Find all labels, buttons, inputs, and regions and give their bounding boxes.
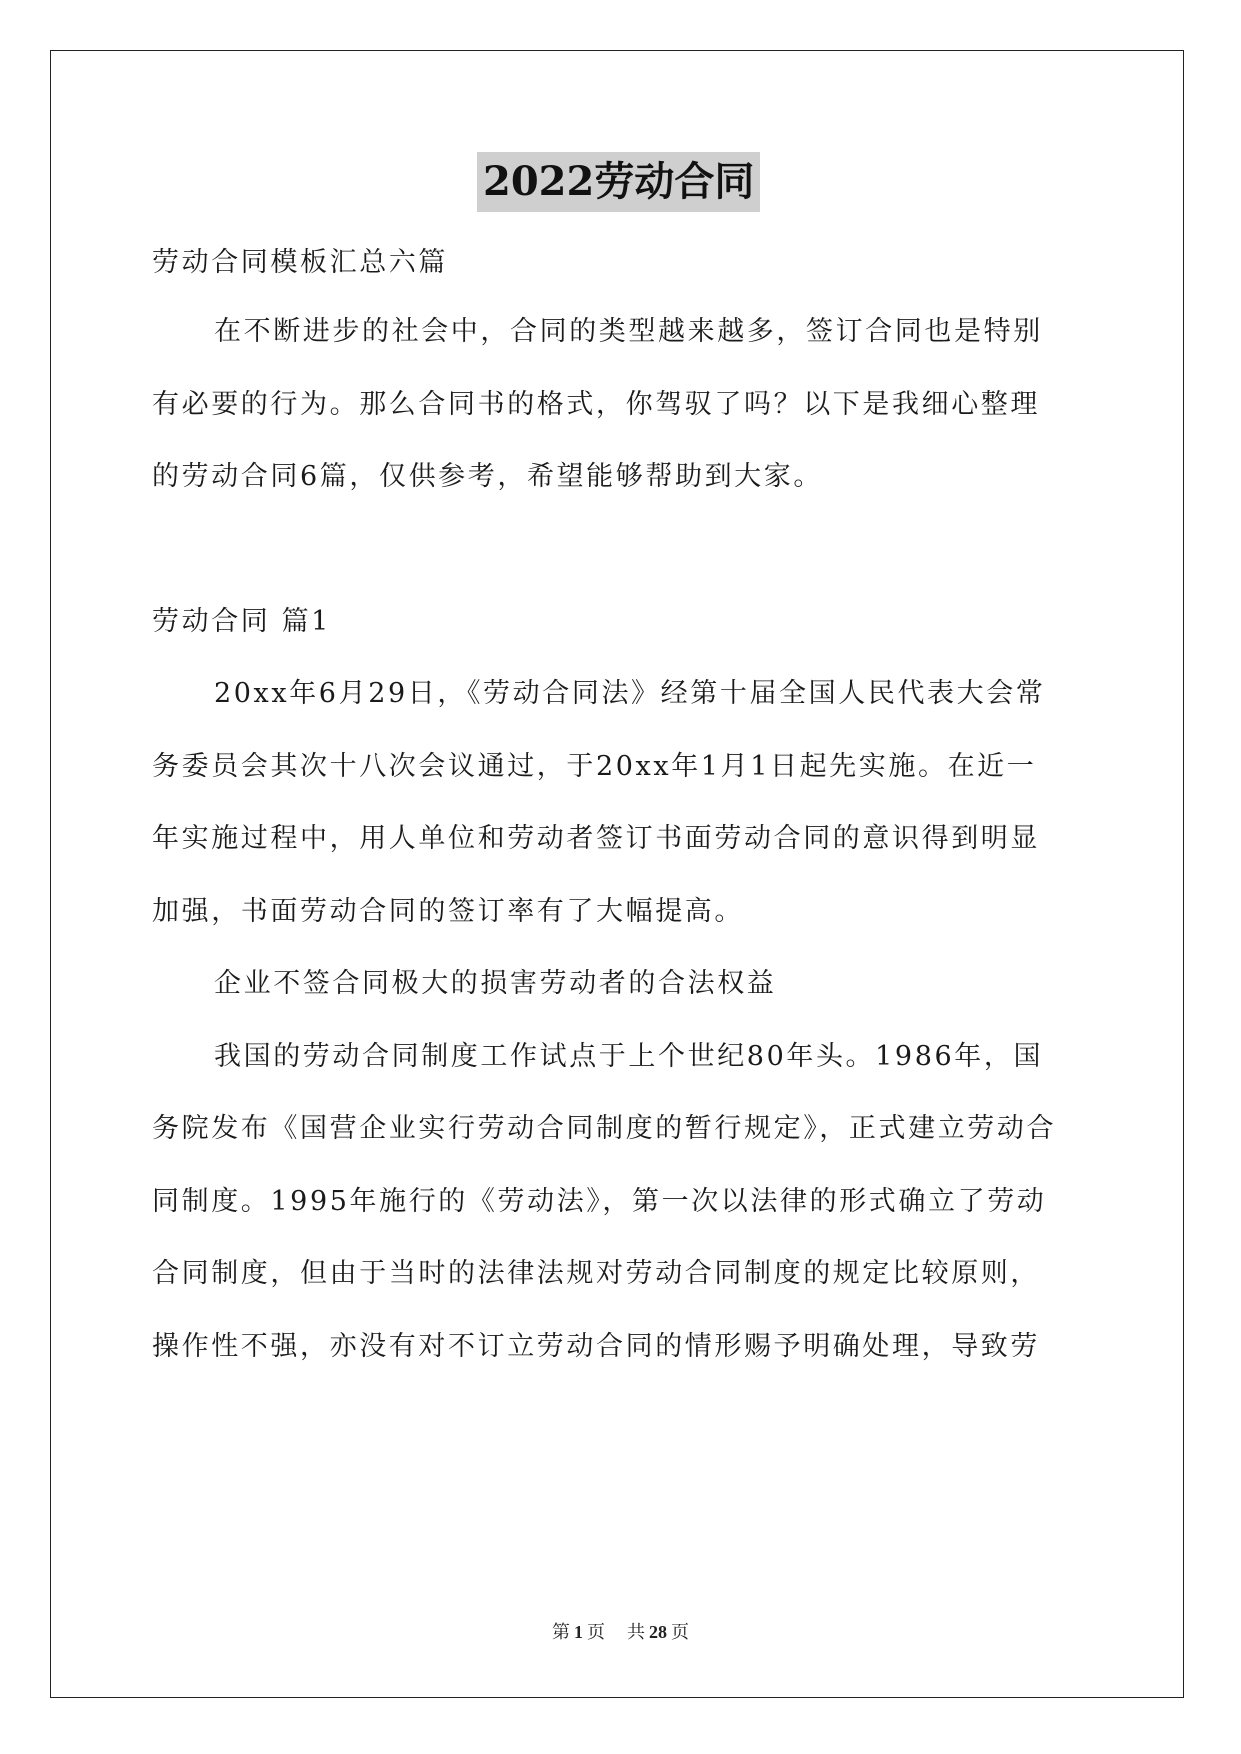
page-suffix: 页 <box>587 1622 605 1643</box>
page-footer <box>0 1620 1241 1645</box>
paragraph-line: 的劳动合同6篇，仅供参考，希望能够帮助到大家。 <box>152 461 823 492</box>
page-border <box>50 50 1184 1698</box>
page-number: 1 <box>574 1622 583 1642</box>
subtitle-line: 劳动合同模板汇总六篇 <box>152 247 448 278</box>
page-prefix: 第 <box>552 1622 570 1643</box>
paragraph-line: 同制度。1995年施行的《劳动法》，第一次以法律的形式确立了劳动 <box>152 1186 1047 1217</box>
paragraph-line: 年实施过程中，用人单位和劳动者签订书面劳动合同的意识得到明显 <box>152 823 1040 854</box>
paragraph-line: 企业不签合同极大的损害劳动者的合法权益 <box>214 968 777 999</box>
paragraph-line: 有必要的行为。那么合同书的格式，你驾驭了吗？以下是我细心整理 <box>152 389 1040 420</box>
paragraph-line: 务院发布《国营企业实行劳动合同制度的暂行规定》，正式建立劳动合 <box>152 1113 1057 1144</box>
document-title: 2022劳动合同 <box>477 152 760 212</box>
paragraph-line: 务委员会其次十八次会议通过，于20xx年1月1日起先实施。在近一 <box>152 751 1037 782</box>
paragraph-line: 20xx年6月29日，《劳动合同法》经第十届全国人民代表大会常 <box>214 678 1046 709</box>
total-suffix: 页 <box>671 1622 689 1643</box>
total-pages: 28 <box>649 1622 667 1642</box>
paragraph-line: 加强，书面劳动合同的签订率有了大幅提高。 <box>152 896 744 927</box>
total-prefix: 共 <box>627 1622 645 1643</box>
paragraph-line: 操作性不强，亦没有对不订立劳动合同的情形赐予明确处理，导致劳 <box>152 1331 1040 1362</box>
paragraph-line: 合同制度，但由于当时的法律法规对劳动合同制度的规定比较原则， <box>152 1258 1040 1289</box>
paragraph-line: 在不断进步的社会中，合同的类型越来越多，签订合同也是特别 <box>214 316 1043 347</box>
section-heading: 劳动合同 篇1 <box>152 606 331 637</box>
paragraph-line: 我国的劳动合同制度工作试点于上个世纪80年头。1986年，国 <box>214 1041 1044 1072</box>
